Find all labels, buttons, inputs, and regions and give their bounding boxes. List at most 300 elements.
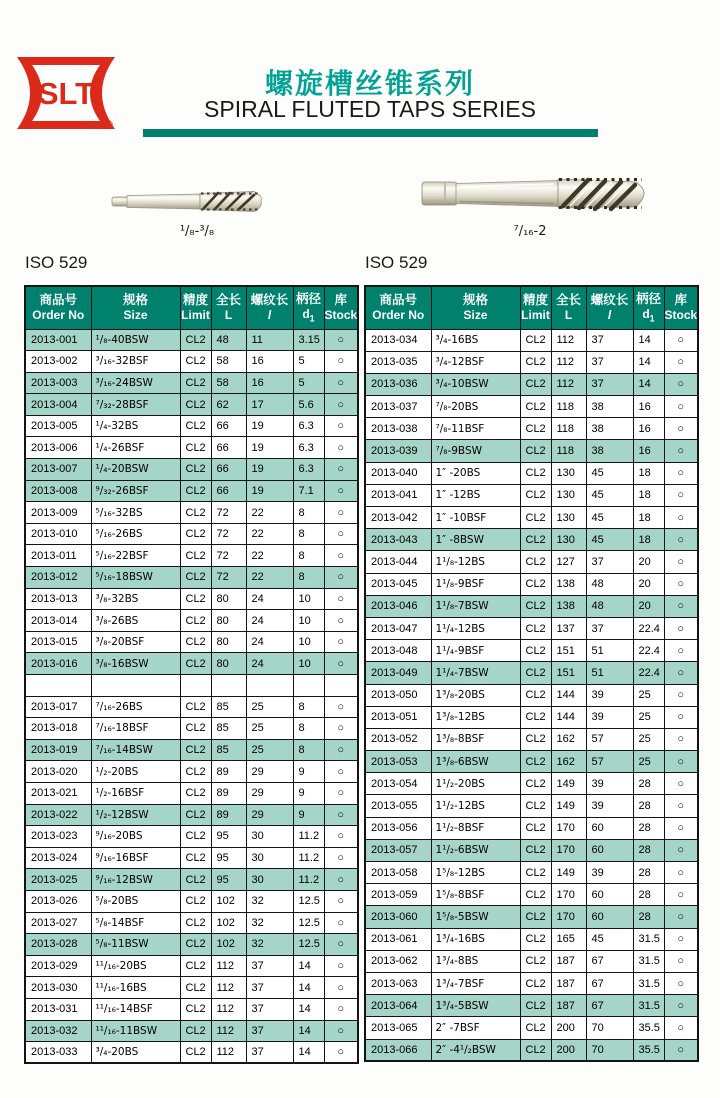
cell-size: 1¹/₄-7BSW [431,662,520,684]
cell-order-no: 2013-032 [25,1020,91,1042]
cell-stock: ○ [324,394,358,416]
spec-table-right [364,285,699,1062]
column-header-shank-dia: 柄径 $d_1$ [293,286,324,329]
cell-shank-dia: 25 [633,751,664,773]
cell-stock: ○ [664,817,698,839]
table-row [365,773,698,795]
cell-size: 1³/₄-5BSW [431,995,520,1017]
cell-overall-length: 72 [211,567,246,589]
cell-thread-length: 45 [586,462,633,484]
cell-thread-length: 70 [586,1017,633,1039]
cell-shank-dia: 14 [293,955,324,977]
cell-order-no: 2013-045 [365,573,431,595]
cell-stock: ○ [664,884,698,906]
cell-order-no: 2013-042 [365,507,431,529]
cell-shank-dia: 28 [633,906,664,928]
cell-order-no: 2013-026 [25,890,91,912]
cell-order-no: 2013-027 [25,912,91,934]
cell-stock: ○ [664,418,698,440]
cell-stock: ○ [324,329,358,351]
cell-shank-dia: 25 [633,728,664,750]
cell-overall-length: 112 [551,329,586,351]
cell-thread-length: 39 [586,795,633,817]
cell-limit: CL2 [520,440,551,462]
table-row [365,662,698,684]
cell-overall-length: 130 [551,507,586,529]
cell-stock: ○ [664,795,698,817]
cell-size: 1³/₄-8BS [431,950,520,972]
cell-order-no: 2013-053 [365,751,431,773]
cell-overall-length: 144 [551,684,586,706]
cell-thread-length: 24 [246,588,293,610]
cell-stock: ○ [664,396,698,418]
cell-size: ⁹/₁₆-20BS [91,826,180,848]
table-row [365,950,698,972]
cell-thread-length: 38 [586,440,633,462]
cell-limit: CL2 [520,817,551,839]
cell-stock: ○ [664,529,698,551]
table-row [25,696,358,718]
cell-limit: CL2 [180,502,211,524]
cell-thread-length: 32 [246,890,293,912]
cell-size: ¹¹/₁₆-14BSF [91,998,180,1020]
cell-size: 1¹/₈-7BSW [431,595,520,617]
cell-limit: CL2 [180,351,211,373]
table-row [25,934,358,956]
cell-shank-dia: 28 [633,773,664,795]
cell-limit: CL2 [520,839,551,861]
cell-thread-length: 16 [246,372,293,394]
cell-overall-length: 127 [551,551,586,573]
cell-limit: CL2 [520,329,551,351]
cell-overall-length: 95 [211,869,246,891]
table-row [365,1017,698,1039]
cell-shank-dia: 5 [293,351,324,373]
cell-overall-length: 112 [211,977,246,999]
column-header-stock: 库 Stock [324,286,358,329]
table-row [25,459,358,481]
cell-order-no: 2013-025 [25,869,91,891]
column-header-overall-length: 全长 L [211,286,246,329]
column-header-thread-length: 螺纹长 l [586,286,633,329]
table-row [365,418,698,440]
cell-shank-dia: 6.3 [293,437,324,459]
divider-bar [143,129,598,137]
cell-order-no: 2013-035 [365,351,431,373]
cell-size: 1″ -12BS [431,484,520,506]
cell-size: ³/₄-12BSF [431,351,520,373]
cell-limit: CL2 [180,545,211,567]
cell-thread-length: 67 [586,972,633,994]
cell-order-no: 2013-046 [365,595,431,617]
cell-stock: ○ [324,847,358,869]
cell-order-no: 2013-007 [25,459,91,481]
cell-overall-length: 118 [551,418,586,440]
cell-order-no: 2013-030 [25,977,91,999]
table-row [25,804,358,826]
cell-stock: ○ [664,595,698,617]
cell-size: 1¹/₄-12BS [431,617,520,639]
cell-order-no: 2013-009 [25,502,91,524]
cell-shank-dia: 10 [293,631,324,653]
cell-overall-length: 149 [551,773,586,795]
cell-shank-dia: 18 [633,462,664,484]
cell-size: ³/₈-16BSW [91,653,180,675]
cell-thread-length: 45 [586,507,633,529]
table-row [365,751,698,773]
cell-stock: ○ [324,567,358,589]
table-row [25,394,358,416]
cell-thread-length: 37 [586,551,633,573]
cell-stock: ○ [324,1020,358,1042]
cell-size: ³/₈-32BS [91,588,180,610]
cell-limit: CL2 [180,761,211,783]
cell-order-no: 2013-028 [25,934,91,956]
cell-thread-length: 25 [246,718,293,740]
cell-overall-length: 162 [551,751,586,773]
cell-order-no: 2013-062 [365,950,431,972]
cell-stock: ○ [324,588,358,610]
table-row [25,998,358,1020]
cell-shank-dia: 9 [293,804,324,826]
table-row [25,977,358,999]
cell-size: 2″ -4¹/₂BSW [431,1039,520,1061]
cell-shank-dia: 10 [293,588,324,610]
cell-size: ⁵/₁₆-32BS [91,502,180,524]
cell-order-no: 2013-029 [25,955,91,977]
cell-overall-length: 102 [211,890,246,912]
cell-order-no: 2013-059 [365,884,431,906]
cell-size: ¹/₂-20BS [91,761,180,783]
cell-size: 1¹/₈-9BSF [431,573,520,595]
cell-thread-length: 22 [246,567,293,589]
cell-overall-length: 66 [211,459,246,481]
cell-shank-dia: 16 [633,418,664,440]
cell-thread-length: 16 [246,351,293,373]
cell-order-no: 2013-065 [365,1017,431,1039]
cell-overall-length: 130 [551,529,586,551]
cell-thread-length: 24 [246,610,293,632]
cell-order-no: 2013-038 [365,418,431,440]
cell-shank-dia: 9 [293,782,324,804]
cell-shank-dia: 28 [633,817,664,839]
table-row [365,351,698,373]
cell-overall-length: 72 [211,545,246,567]
cell-limit: CL2 [180,912,211,934]
cell-overall-length: 80 [211,631,246,653]
cell-overall-length: 112 [551,351,586,373]
cell-thread-length: 37 [586,351,633,373]
cell-order-no: 2013-004 [25,394,91,416]
tap-size-range-small: ¹/₈-³/₈ [179,224,215,239]
cell-shank-dia: 14 [633,373,664,395]
cell-thread-length: 39 [586,862,633,884]
cell-thread-length: 22 [246,545,293,567]
cell-overall-length: 48 [211,329,246,351]
cell-order-no: 2013-018 [25,718,91,740]
spec-table [364,285,699,1062]
cell-size: 1³/₄-7BSF [431,972,520,994]
iso-standard-label-right: ISO 529 [365,253,428,272]
cell-shank-dia: 14 [633,351,664,373]
cell-overall-length: 58 [211,372,246,394]
cell-stock: ○ [324,437,358,459]
cell-limit: CL2 [520,906,551,928]
cell-limit: CL2 [180,415,211,437]
cell-stock: ○ [324,372,358,394]
cell-order-no: 2013-006 [25,437,91,459]
cell-overall-length: 170 [551,906,586,928]
cell-thread-length: 57 [586,751,633,773]
cell-overall-length: 138 [551,595,586,617]
cell-thread-length: 39 [586,706,633,728]
cell-overall-length: 118 [551,440,586,462]
table-row [365,1039,698,1061]
table-row [25,631,358,653]
table-row [25,912,358,934]
table-row [25,653,358,675]
cell-size: 1³/₈-8BSF [431,728,520,750]
cell-shank-dia: 8 [293,718,324,740]
cell-thread-length: 60 [586,906,633,928]
cell-size: ¹¹/₁₆-11BSW [91,1020,180,1042]
cell-size: ¹/₈-40BSW [91,329,180,351]
cell-stock: ○ [324,739,358,761]
cell-shank-dia: 12.5 [293,890,324,912]
cell-overall-length: 89 [211,761,246,783]
cell-overall-length: 72 [211,502,246,524]
cell-overall-length: 170 [551,817,586,839]
cell-shank-dia: 5 [293,372,324,394]
table-row [25,480,358,502]
cell-thread-length: 39 [586,684,633,706]
column-header-thread-length: 螺纹长 l [246,286,293,329]
cell-order-no: 2013-043 [365,529,431,551]
cell-size: 1″ -10BSF [431,507,520,529]
cell-overall-length: 62 [211,394,246,416]
cell-shank-dia: 28 [633,884,664,906]
cell-shank-dia: 25 [633,684,664,706]
table-row [365,595,698,617]
cell-stock: ○ [324,631,358,653]
cell-stock: ○ [324,890,358,912]
cell-size: 1¹/₂-8BSF [431,817,520,839]
cell-shank-dia: 16 [633,440,664,462]
table-row [365,507,698,529]
cell-limit: CL2 [520,595,551,617]
cell-order-no: 2013-011 [25,545,91,567]
cell-thread-length: 32 [246,912,293,934]
cell-order-no: 2013-049 [365,662,431,684]
table-row [365,817,698,839]
cell-size: 1³/₄-16BS [431,928,520,950]
cell-overall-length: 130 [551,462,586,484]
cell-limit: CL2 [520,484,551,506]
cell-overall-length: 130 [551,484,586,506]
cell-shank-dia: 14 [293,1020,324,1042]
table-row [25,826,358,848]
cell-stock: ○ [664,972,698,994]
cell-thread-length: 51 [586,662,633,684]
cell-limit: CL2 [520,773,551,795]
cell-order-no: 2013-008 [25,480,91,502]
cell-thread-length: 25 [246,696,293,718]
table-row [365,484,698,506]
cell-order-no: 2013-034 [365,329,431,351]
cell-limit: CL2 [180,610,211,632]
cell-shank-dia: 8 [293,567,324,589]
table-row [365,795,698,817]
cell-size: ³/₈-26BS [91,610,180,632]
column-header-order-no: 商品号 Order No [25,286,91,329]
cell-order-no: 2013-050 [365,684,431,706]
cell-order-no [25,675,91,697]
column-header-overall-length: 全长 L [551,286,586,329]
cell-overall-length: 89 [211,804,246,826]
cell-overall-length: 138 [551,573,586,595]
cell-thread-length: 32 [246,934,293,956]
cell-shank-dia: 35.5 [633,1017,664,1039]
cell-shank-dia: 11.2 [293,869,324,891]
cell-shank-dia: 31.5 [633,950,664,972]
cell-overall-length: 85 [211,739,246,761]
cell-size: 1³/₈-6BSW [431,751,520,773]
cell-stock: ○ [664,862,698,884]
cell-order-no: 2013-040 [365,462,431,484]
cell-size: ³/₄-20BS [91,1042,180,1064]
cell-size [91,675,180,697]
cell-order-no: 2013-024 [25,847,91,869]
cell-limit: CL2 [180,934,211,956]
cell-stock: ○ [664,440,698,462]
cell-overall-length: 151 [551,640,586,662]
cell-thread-length: 67 [586,995,633,1017]
cell-stock: ○ [664,507,698,529]
cell-shank-dia: 12.5 [293,934,324,956]
cell-shank-dia: 10 [293,653,324,675]
page-title-english: SPIRAL FLUTED TAPS SERIES [204,96,536,122]
cell-stock: ○ [324,934,358,956]
cell-limit: CL2 [520,418,551,440]
table-row [365,706,698,728]
cell-size: ⁷/₁₆-26BS [91,696,180,718]
cell-order-no: 2013-044 [365,551,431,573]
cell-overall-length: 144 [551,706,586,728]
cell-thread-length: 60 [586,817,633,839]
cell-shank-dia: 8 [293,502,324,524]
cell-order-no: 2013-061 [365,928,431,950]
table-row [365,684,698,706]
cell-limit: CL2 [520,884,551,906]
cell-limit: CL2 [180,826,211,848]
cell-order-no: 2013-015 [25,631,91,653]
cell-limit: CL2 [520,972,551,994]
cell-limit: CL2 [180,977,211,999]
table-row [365,839,698,861]
cell-size: ⁵/₈-20BS [91,890,180,912]
column-header-limit: 精度 Limit [180,286,211,329]
cell-stock: ○ [664,995,698,1017]
table-header-row [25,286,358,329]
column-header-size: 规格 Size [431,286,520,329]
cell-size: 1¹/₂-6BSW [431,839,520,861]
table-row [25,351,358,373]
cell-thread-length: 37 [586,329,633,351]
cell-limit: CL2 [520,573,551,595]
cell-thread-length: 24 [246,631,293,653]
cell-limit: CL2 [520,728,551,750]
cell-shank-dia: 12.5 [293,912,324,934]
cell-order-no: 2013-048 [365,640,431,662]
cell-shank-dia: 22.4 [633,617,664,639]
cell-limit: CL2 [520,1017,551,1039]
cell-size: ¹/₂-12BSW [91,804,180,826]
cell-order-no: 2013-060 [365,906,431,928]
table-row [365,928,698,950]
cell-thread-length: 70 [586,1039,633,1061]
cell-order-no: 2013-041 [365,484,431,506]
cell-size: ¹/₄-26BSF [91,437,180,459]
cell-order-no: 2013-017 [25,696,91,718]
cell-order-no: 2013-014 [25,610,91,632]
table-row [25,761,358,783]
cell-order-no: 2013-003 [25,372,91,394]
cell-thread-length: 25 [246,739,293,761]
cell-thread-length: 30 [246,847,293,869]
table-row [25,869,358,891]
table-row [365,906,698,928]
cell-overall-length: 66 [211,437,246,459]
cell-shank-dia: 11.2 [293,826,324,848]
cell-size: ⁵/₁₆-22BSF [91,545,180,567]
cell-stock: ○ [324,761,358,783]
cell-order-no: 2013-001 [25,329,91,351]
cell-limit: CL2 [520,551,551,573]
cell-overall-length: 149 [551,862,586,884]
table-row-empty [25,675,358,697]
cell-size: ⁷/₃₂-28BSF [91,394,180,416]
cell-shank-dia: 28 [633,862,664,884]
cell-thread-length: 11 [246,329,293,351]
cell-shank-dia: 14 [293,998,324,1020]
table-row [25,372,358,394]
registered-mark-icon: ® [103,117,113,130]
cell-limit: CL2 [520,928,551,950]
table-row [365,529,698,551]
cell-shank-dia: 6.3 [293,415,324,437]
cell-stock: ○ [664,928,698,950]
cell-order-no: 2013-033 [25,1042,91,1064]
table-row [365,462,698,484]
column-header-shank-dia: 柄径 $d_1$ [633,286,664,329]
table-row [25,437,358,459]
cell-size: 1¹/₈-12BS [431,551,520,573]
cell-overall-length: 187 [551,950,586,972]
cell-size: ¹/₄-20BSW [91,459,180,481]
cell-shank-dia: 28 [633,839,664,861]
cell-thread-length: 37 [586,617,633,639]
table-row [365,617,698,639]
table-row [365,728,698,750]
cell-size: 1³/₈-12BS [431,706,520,728]
cell-stock: ○ [324,459,358,481]
cell-thread-length: 22 [246,523,293,545]
cell-overall-length: 112 [211,955,246,977]
cell-stock: ○ [324,502,358,524]
cell-stock [324,675,358,697]
cell-size: ⁷/₈-11BSF [431,418,520,440]
cell-limit: CL2 [520,640,551,662]
